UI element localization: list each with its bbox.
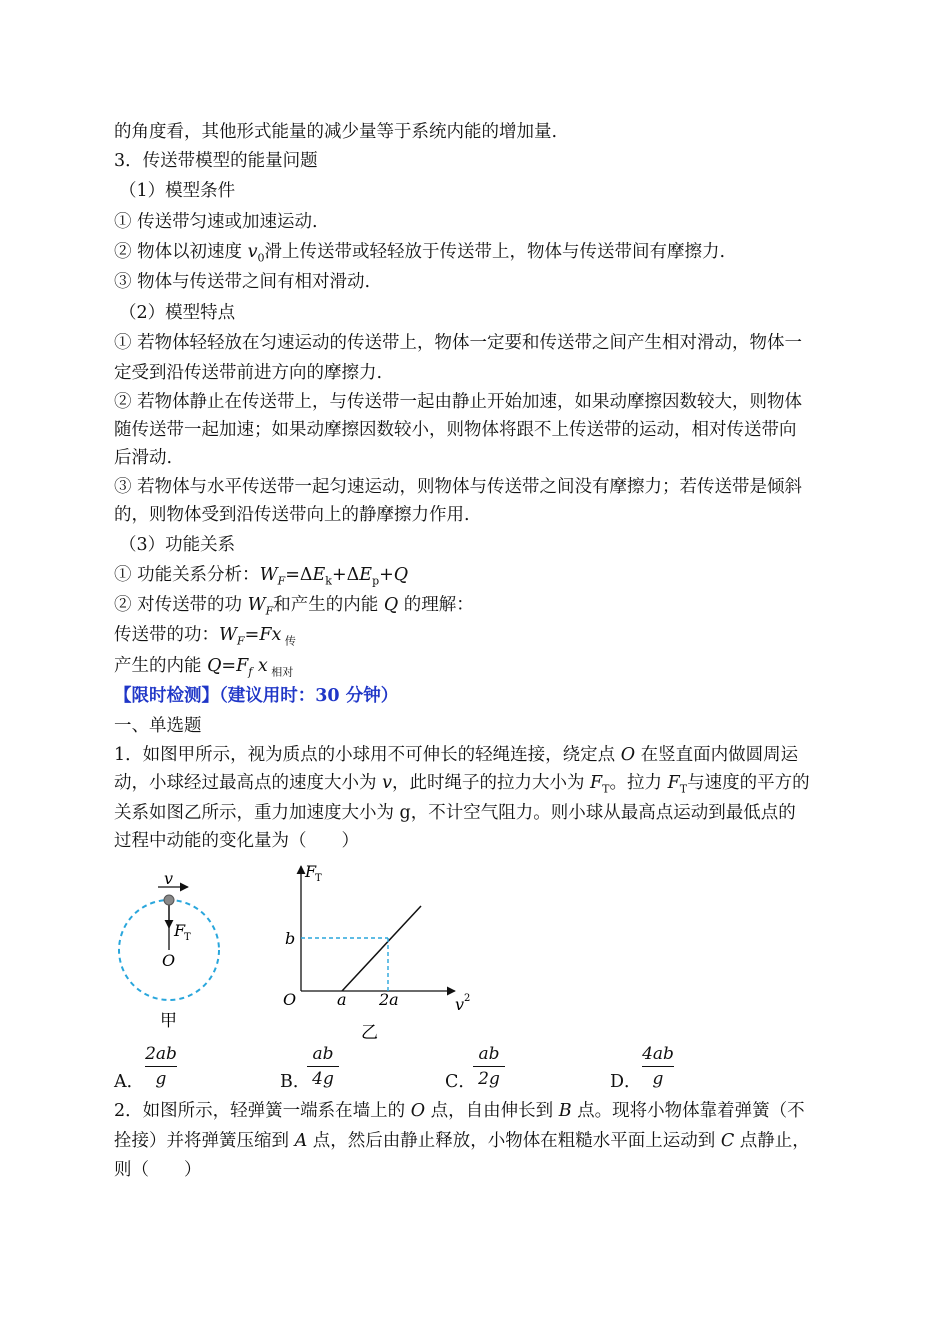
- question-text: 过程中动能的变化量为（ ）: [114, 831, 359, 851]
- variable: Q: [383, 595, 399, 615]
- operator: =Δ: [285, 565, 313, 585]
- text-line: 后滑动.: [114, 448, 173, 468]
- x-axis-superscript: 2: [464, 993, 471, 1004]
- text-line: [114, 593, 836, 624]
- variable: x: [252, 656, 268, 676]
- subscript: 相对: [267, 665, 294, 679]
- text-line: ② 若物体静止在传送带上，与传送带一起由静止开始加速，如果动摩擦因数较大，则物体: [114, 392, 803, 412]
- question-text: 则（ ）: [114, 1160, 202, 1180]
- text-line: ① 传送带匀速或加速运动.: [114, 212, 318, 232]
- formula-line: [114, 654, 836, 685]
- question-text: [114, 1129, 836, 1153]
- variable: Fx: [259, 625, 282, 645]
- numerator: ab: [478, 1044, 500, 1064]
- fraction-bar: [473, 1066, 505, 1067]
- question-text: [114, 1099, 836, 1123]
- text-span: 拴接）并将弹簧压缩到: [114, 1131, 295, 1151]
- variable: F: [667, 773, 680, 793]
- text-span: 产生的内能: [114, 656, 208, 676]
- question-text: 关系如图乙所示，重力加速度大小为 g，不计空气阻力。则小球从最高点运动到最低点的: [114, 803, 796, 823]
- text-span: 与速度的平方的: [687, 773, 810, 793]
- variable: A: [294, 1131, 308, 1151]
- fraction-bar: [307, 1066, 339, 1067]
- origin-label: O: [283, 990, 297, 1009]
- text-span: 1．如图甲所示，视为质点的小球用不可伸长的轻绳连接，绕定点: [114, 745, 621, 765]
- denominator: g: [652, 1069, 664, 1089]
- variable: E: [312, 565, 326, 585]
- text-span: ，此时绳子的拉力大小为: [391, 773, 591, 793]
- section-heading: 一、单选题: [114, 716, 202, 736]
- option-fraction: [640, 1043, 676, 1090]
- text-line: 定受到沿传送带前进方向的摩擦力.: [114, 363, 383, 383]
- text-span: 点。现将小物体靠着弹簧（不: [571, 1101, 805, 1121]
- text-span: ① 功能关系分析：: [114, 565, 260, 585]
- y-axis-label: F: [305, 862, 317, 881]
- variable: O: [620, 745, 636, 765]
- y-axis-subscript: T: [315, 873, 322, 884]
- text-span: 滑上传送带或轻轻放于传送带上，物体与传送带间有摩擦力.: [264, 242, 726, 262]
- option-letter: C．: [445, 1072, 476, 1092]
- option-fraction: [143, 1043, 179, 1090]
- text-line: [114, 240, 836, 271]
- text-span: 传送带的功：: [114, 625, 219, 645]
- variable: Q: [207, 656, 222, 676]
- subscript: 传: [281, 634, 296, 648]
- test-heading: 【限时检测】（建议用时：30 分钟）: [114, 686, 399, 706]
- text-span: 2．如图所示，轻弹簧一端系在墙上的: [114, 1101, 411, 1121]
- subscript: F: [277, 574, 286, 588]
- variable: Q: [393, 565, 409, 585]
- subscript: T: [679, 782, 688, 796]
- figure-caption: 甲: [160, 1011, 177, 1031]
- text-span: 。拉力: [609, 773, 668, 793]
- text-line: 的，则物体受到沿传送带向上的静摩擦力作用.: [114, 505, 470, 525]
- variable: W: [219, 625, 237, 645]
- subscript: k: [325, 574, 332, 588]
- ball: [164, 895, 174, 905]
- graph-line: [342, 906, 421, 991]
- text-span: 的理解：: [398, 595, 474, 615]
- numerator: 2ab: [145, 1044, 177, 1064]
- operator: +: [379, 565, 394, 585]
- subsection-heading: （2）模型特点: [119, 303, 236, 323]
- variable: v: [247, 242, 258, 262]
- denominator: g: [155, 1069, 167, 1089]
- center-label: O: [162, 951, 176, 970]
- x-axis-label: v: [455, 995, 465, 1014]
- fraction-bar: [145, 1066, 177, 1067]
- question-text: [114, 743, 836, 767]
- variable: W: [247, 595, 266, 615]
- option-letter: A．: [114, 1072, 145, 1092]
- text-line: ③ 物体与传送带之间有相对滑动.: [114, 272, 371, 292]
- a-label: a: [337, 990, 347, 1009]
- formula-line: [114, 563, 836, 594]
- figure-jia: [108, 866, 238, 1038]
- variable: v: [382, 773, 392, 793]
- variable: E: [359, 565, 373, 585]
- text-line: ① 若物体轻轻放在匀速运动的传送带上，物体一定要和传送带之间产生相对滑动，物体一: [114, 333, 803, 353]
- text-span: 点静止，: [734, 1131, 810, 1151]
- subsection-heading: （1）模型条件: [119, 181, 236, 201]
- velocity-label: v: [164, 869, 174, 888]
- subscript: T: [602, 782, 610, 796]
- text-span: 点，自由伸长到: [425, 1101, 559, 1121]
- denominator: 2g: [478, 1069, 500, 1089]
- subscript: 0: [257, 251, 265, 265]
- subscript: f: [248, 665, 253, 679]
- tension-label: F: [174, 921, 186, 940]
- numerator: 4ab: [642, 1044, 674, 1064]
- text-span: 点，然后由静止释放，小物体在粗糙水平面上运动到: [307, 1131, 721, 1151]
- figure-yi: [275, 860, 475, 1042]
- variable: F: [236, 656, 249, 676]
- tension-subscript: T: [184, 932, 191, 943]
- operator: +Δ: [331, 565, 360, 585]
- subscript: F: [265, 604, 274, 618]
- b-label: b: [285, 929, 296, 948]
- denominator: 4g: [312, 1069, 334, 1089]
- text-span: 动，小球经过最高点的速度大小为: [114, 773, 383, 793]
- 2a-label: 2a: [379, 990, 399, 1009]
- subscript: F: [237, 634, 245, 648]
- subscript: p: [372, 574, 380, 588]
- text-line: 的角度看，其他形式能量的减少量等于系统内能的增加量.: [114, 122, 558, 142]
- option-letter: B．: [280, 1072, 311, 1092]
- text-line: 随传送带一起加速；如果动摩擦因数较小，则物体将跟不上传送带的运动，相对传送带向: [114, 420, 797, 440]
- section-heading: 3．传送带模型的能量问题: [114, 151, 318, 171]
- text-span: 在竖直面内做圆周运: [635, 745, 799, 765]
- text-span: ② 物体以初速度: [114, 242, 248, 262]
- text-span: ② 对传送带的功: [114, 595, 248, 615]
- numerator: ab: [312, 1044, 334, 1064]
- question-text: [114, 771, 836, 802]
- text-span: 和产生的内能: [273, 595, 384, 615]
- variable: F: [590, 773, 603, 793]
- variable: B: [558, 1101, 572, 1121]
- variable: C: [720, 1131, 735, 1151]
- operator: =: [221, 656, 237, 676]
- text-line: ③ 若物体与水平传送带一起匀速运动，则物体与传送带之间没有摩擦力；若传送带是倾斜: [114, 477, 803, 497]
- formula-line: [114, 623, 836, 654]
- variable: W: [259, 565, 278, 585]
- variable: O: [410, 1101, 426, 1121]
- operator: =: [244, 625, 260, 645]
- figure-caption: 乙: [361, 1023, 378, 1042]
- option-fraction: [305, 1043, 341, 1090]
- option-letter: D．: [610, 1072, 642, 1092]
- fraction-bar: [642, 1066, 674, 1067]
- option-fraction: [471, 1043, 507, 1090]
- subsection-heading: （3）功能关系: [119, 535, 236, 555]
